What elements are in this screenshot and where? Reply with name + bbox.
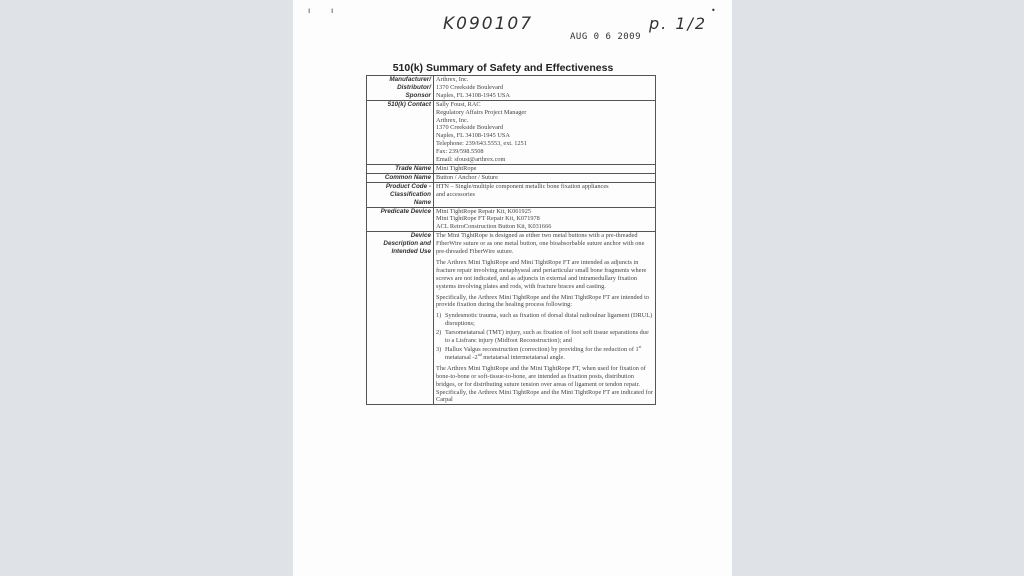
- summary-table: [366, 75, 656, 405]
- manufacturer-value: Arthrex, Inc. 1370 Creekside Boulevard Naples, FL 34108-1945 USA: [434, 76, 656, 101]
- scan-mark: ı: [308, 6, 311, 15]
- document-page: [293, 0, 732, 576]
- list-item: 3) Hallux Valgus reconstruction (correction) by providing for the reduction of 1st metatarsal -2nd metatarsal intermetatarsal angle.: [436, 343, 642, 361]
- list-item: 2) Tarsometatarsal (TMT) injury, such as fixation of foot soft tissue separations due to a Lisfranc injury (Midfoot Reconstruction); and: [436, 329, 649, 345]
- intended-use-paragraph: The Arthrex Mini TightRope and Mini TightRope FT are intended as adjuncts in fracture repair involving metaphyseal and periarticular small bone fragments where screws are not indicated, and as adjuncts in external and intramedullary fixation systems involving plates and rods, with fracture braces and casting.: [436, 258, 647, 290]
- scan-mark: ı: [331, 6, 334, 15]
- device-description-value: [434, 232, 656, 405]
- common-name-value: Button / Anchor / Suture: [434, 173, 656, 182]
- description-paragraph: The Mini TightRope is designed as either two metal buttons with a pre-threaded FiberWire suture or as one metal button, one bioabsorbable suture anchor with one pre-threaded FiberWire suture.: [436, 232, 645, 256]
- table-row: [367, 207, 656, 232]
- common-name-label: Common Name: [367, 173, 434, 182]
- table-row: [367, 173, 656, 182]
- predicate-device-label: Predicate Device: [367, 207, 434, 232]
- table-row: [367, 76, 656, 101]
- indication-list: [436, 312, 653, 361]
- table-row: [367, 182, 656, 207]
- trade-name-label: Trade Name: [367, 164, 434, 173]
- table-row: [367, 164, 656, 173]
- predicate-device-value: Mini TightRope Repair Kit, K061925 Mini TightRope FT Repair Kit, K071978 ACL RetroConstruction Button Kit, K031666: [434, 207, 656, 232]
- list-item: 1) Syndesmotic trauma, such as fixation of dorsal distal radioulnar ligament (DRUL) disruptions;: [436, 312, 653, 328]
- specific-use-paragraph: Specifically, the Arthrex Mini TightRope and the Mini TightRope FT are intended to provide fixation during the healing process following:: [436, 293, 650, 309]
- product-code-value: HTN – Single/multiple component metallic bone fixation appliances and accessories: [434, 182, 656, 207]
- date-stamp: AUG 0 6 2009: [570, 32, 642, 42]
- table-row: [367, 232, 656, 405]
- product-code-label: Product Code - Classification Name: [367, 182, 434, 207]
- trade-name-value: Mini TightRope: [434, 164, 656, 173]
- handwritten-k-number: K090107: [443, 14, 534, 34]
- handwritten-page-number: p. 1/2: [649, 14, 708, 33]
- manufacturer-label: Manufacturer/ Distributor/ Sponsor: [367, 76, 434, 101]
- table-row: [367, 100, 656, 164]
- document-title: 510(k) Summary of Safety and Effectiveness: [392, 62, 614, 74]
- contact-value: Sally Foust, RAC Regulatory Affairs Project Manager Arthrex, Inc. 1370 Creekside Boulevard Naples, FL 34108-1945 USA Telephone: 239/643.5553, ext. 1251 Fax: 239/598.5508 Email: sfoust@arthrex.com: [434, 100, 656, 164]
- device-description-label: Device Description and Intended Use: [367, 232, 434, 405]
- scan-mark: •: [711, 6, 716, 15]
- fixation-paragraph: The Arthrex Mini TightRope and the Mini TightRope FT, when used for fixation of bone-to-bone or soft-tissue-to-bone, are intended as fixation posts, distribution bridges, or for distributing suture tension over areas of ligament or tendon repair. Specifically, the Arthrex Mini TightRope and the Mini TightRope FT are indicated for Carpal: [436, 364, 653, 404]
- contact-label: 510(k) Contact: [367, 100, 434, 164]
